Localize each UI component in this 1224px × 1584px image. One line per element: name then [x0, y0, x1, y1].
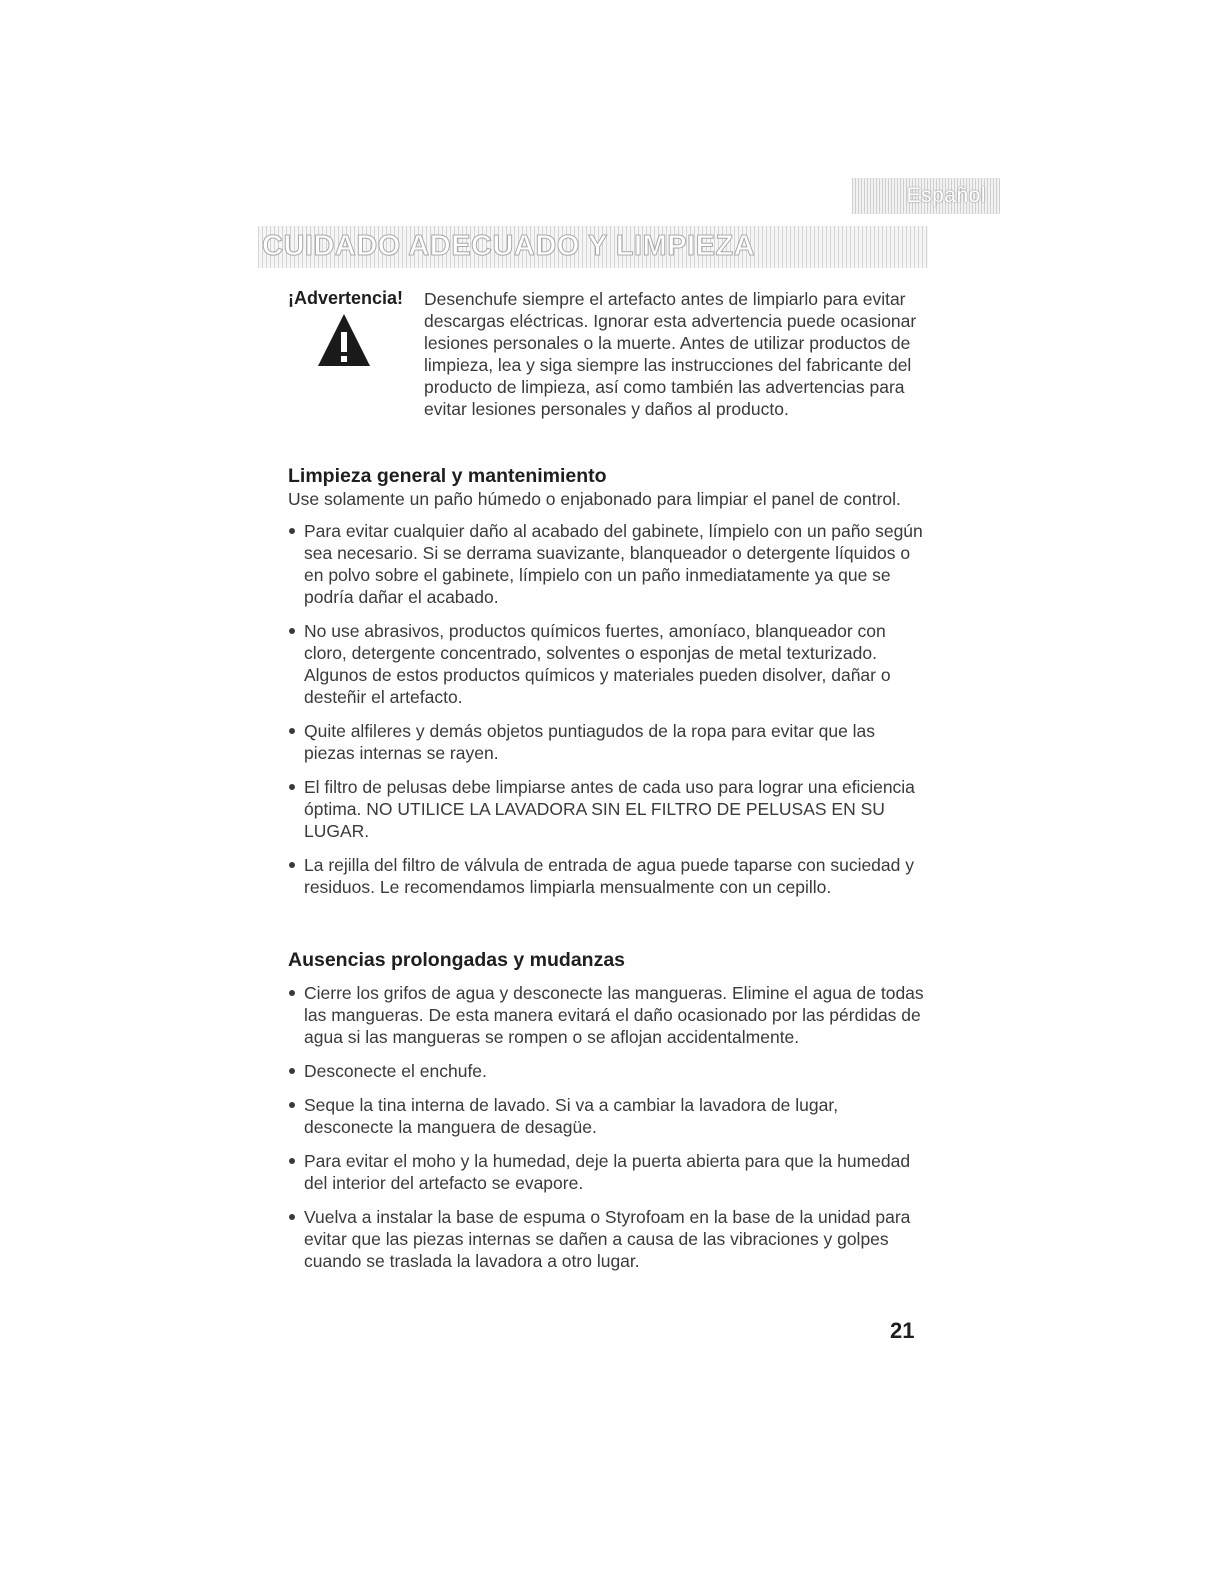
section-heading: Limpieza general y mantenimiento	[288, 465, 607, 487]
warning-label: ¡Advertencia!	[288, 288, 404, 308]
bullet-list	[288, 520, 928, 898]
section-general-cleaning	[288, 464, 928, 910]
language-tab	[852, 178, 1000, 214]
list-item: Quite alfileres y demás objetos puntiagudos de la ropa para evitar que las piezas internas se rayen.	[288, 720, 928, 764]
section-absences-moving	[288, 948, 928, 1284]
section-heading: Ausencias prolongadas y mudanzas	[288, 949, 626, 971]
list-item: La rejilla del filtro de válvula de entrada de agua puede taparse con suciedad y residuos. Le recomendamos limpiarla mensualmente con un cepillo.	[288, 854, 928, 898]
list-item: El filtro de pelusas debe limpiarse antes de cada uso para lograr una eficiencia óptima. NO UTILICE LA LAVADORA SIN EL FILTRO DE PELUSAS EN SU LUGAR.	[288, 776, 928, 842]
list-item: Vuelva a instalar la base de espuma o Styrofoam en la base de la unidad para evitar que las piezas internas se dañen a causa de las vibraciones y golpes cuando se traslada la lavadora a otro lugar.	[288, 1206, 928, 1272]
page-title: CUIDADO ADECUADO Y LIMPIEZA	[262, 230, 756, 262]
list-item: Seque la tina interna de lavado. Si va a cambiar la lavadora de lugar, desconecte la manguera de desagüe.	[288, 1094, 928, 1138]
section-intro: Use solamente un paño húmedo o enjabonado para limpiar el panel de control.	[288, 489, 901, 509]
title-banner	[258, 226, 928, 268]
list-item: Desconecte el enchufe.	[288, 1060, 928, 1082]
warning-triangle-icon	[316, 312, 372, 368]
page-number: 21	[890, 1318, 915, 1343]
list-item: Cierre los grifos de agua y desconecte las mangueras. Elimine el agua de todas las mangueras. De esta manera evitará el daño ocasionado por las pérdidas de agua si las mangueras se rompen o se aflojan accidentalmente.	[288, 982, 928, 1048]
language-label: Español	[906, 184, 986, 207]
list-item: Para evitar el moho y la humedad, deje la puerta abierta para que la humedad del interior del artefacto se evapore.	[288, 1150, 928, 1194]
bullet-list	[288, 982, 928, 1272]
warning-text: Desenchufe siempre el artefacto antes de limpiarlo para evitar descargas eléctricas. Ignorar esta advertencia puede ocasionar lesiones personales o la muerte. Antes de utilizar productos de limpieza, lea y siga siempre las instrucciones del fabricante del producto de limpieza, así como también las advertencias para evitar lesiones personales y daños al producto.	[424, 289, 917, 419]
list-item: No use abrasivos, productos químicos fuertes, amoníaco, blanqueador con cloro, detergente concentrado, solventes o esponjas de metal texturizado. Algunos de estos productos químicos y materiales pueden disolver, dañar o desteñir el artefacto.	[288, 620, 928, 708]
list-item: Para evitar cualquier daño al acabado del gabinete, límpielo con un paño según sea necesario. Si se derrama suavizante, blanqueador o detergente líquidos o en polvo sobre el gabinete, límpielo con un paño inmediatamente ya que se podría dañar el acabado.	[288, 520, 928, 608]
